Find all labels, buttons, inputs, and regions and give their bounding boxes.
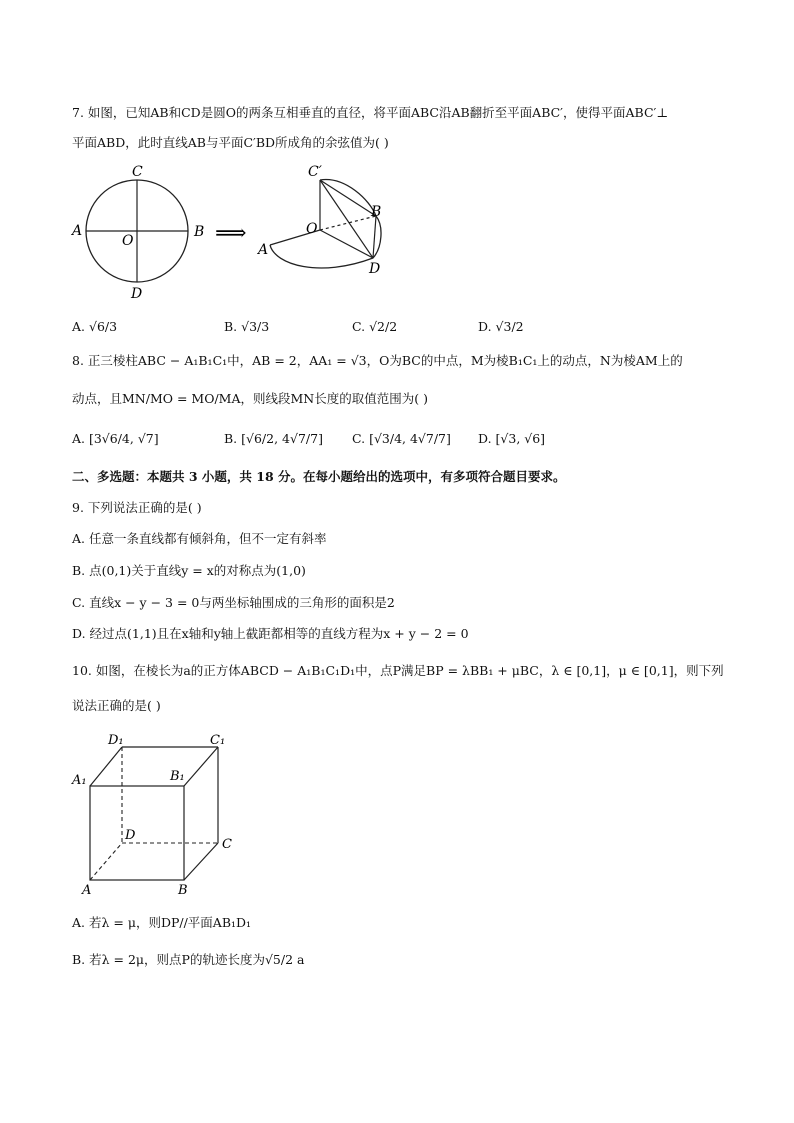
q7-option-d[interactable]: D. √3/2: [478, 319, 524, 334]
label-A1: A₁: [72, 773, 87, 788]
label-B: B: [178, 883, 188, 898]
q8-text-line1: 8. 正三棱柱ABC − A₁B₁C₁中，AB = 2，AA₁ = √3，O为BC的中点，M为棱B₁C₁上的动点，N为棱AM上的: [72, 353, 683, 368]
q10-text-line1: 10. 如图，在棱长为a的正方体ABCD − A₁B₁C₁D₁中，点P满足BP = λBB₁ + μBC，λ ∈ [0,1]，μ ∈ [0,1]，则下列: [72, 663, 724, 678]
label-D1: D₁: [108, 733, 124, 748]
q7-figure: [70, 160, 400, 310]
label-O: O: [122, 233, 134, 249]
q10-option-a[interactable]: A. 若λ = μ，则DP//平面AB₁D₁: [72, 915, 252, 930]
implies-arrow: ⟹: [215, 221, 247, 246]
label-C-prime: C′: [308, 164, 322, 180]
q8-option-d[interactable]: D. [√3, √6]: [478, 431, 546, 446]
label-D-right: D: [369, 261, 381, 277]
q9-option-c[interactable]: C. 直线x − y − 3 = 0与两坐标轴围成的三角形的面积是2: [72, 595, 395, 610]
q7-text-line2: 平面ABD，此时直线AB与平面C′BD所成角的余弦值为( ): [72, 135, 389, 150]
q9-option-d[interactable]: D. 经过点(1,1)且在x轴和y轴上截距都相等的直线方程为x + y − 2 = 0: [72, 626, 469, 641]
cube-figure: [70, 726, 250, 901]
q7-text-line1: 7. 如图，已知AB和CD是圆O的两条互相垂直的直径，将平面ABC沿AB翻折至平面ABC′，使得平面ABC′⊥: [72, 105, 669, 120]
q9-option-b[interactable]: B. 点(0,1)关于直线y = x的对称点为(1,0): [72, 563, 306, 578]
label-B1: B₁: [170, 769, 185, 784]
q7-option-c[interactable]: C. √2/2: [352, 319, 398, 334]
label-A: A: [72, 223, 83, 239]
label-C1: C₁: [210, 733, 226, 748]
label-A: A: [82, 883, 92, 898]
q9-option-a[interactable]: A. 任意一条直线都有倾斜角，但不一定有斜率: [72, 531, 327, 546]
label-C: C: [222, 837, 232, 852]
q9-text: 9. 下列说法正确的是( ): [72, 500, 202, 515]
q7-option-b[interactable]: B. √3/3: [224, 319, 270, 334]
q10-text-line2: 说法正确的是( ): [72, 698, 161, 713]
q8-text-line2: 动点，且MN/MO = MO/MA，则线段MN长度的取值范围为( ): [72, 391, 428, 406]
label-A-right: A: [258, 242, 269, 258]
section-heading: 二、多选题：本题共 3 小题，共 18 分。在每小题给出的选项中，有多项符合题目要求。: [72, 469, 566, 484]
label-C: C: [132, 164, 143, 180]
label-D: D: [131, 286, 143, 302]
q7-option-a[interactable]: A. √6/3: [72, 319, 118, 334]
label-D: D: [125, 828, 136, 843]
label-B: B: [194, 224, 205, 240]
q8-option-b[interactable]: B. [√6/2, 4√7/7]: [224, 431, 323, 446]
label-O-right: O: [306, 221, 318, 237]
q8-option-a[interactable]: A. [3√6/4, √7]: [72, 431, 159, 446]
label-B-right: B: [371, 204, 382, 220]
q10-option-b[interactable]: B. 若λ = 2μ，则点P的轨迹长度为√5/2 a: [72, 952, 305, 967]
half-disc-abd: [270, 216, 381, 268]
q8-option-c[interactable]: C. [√3/4, 4√7/7]: [352, 431, 451, 446]
